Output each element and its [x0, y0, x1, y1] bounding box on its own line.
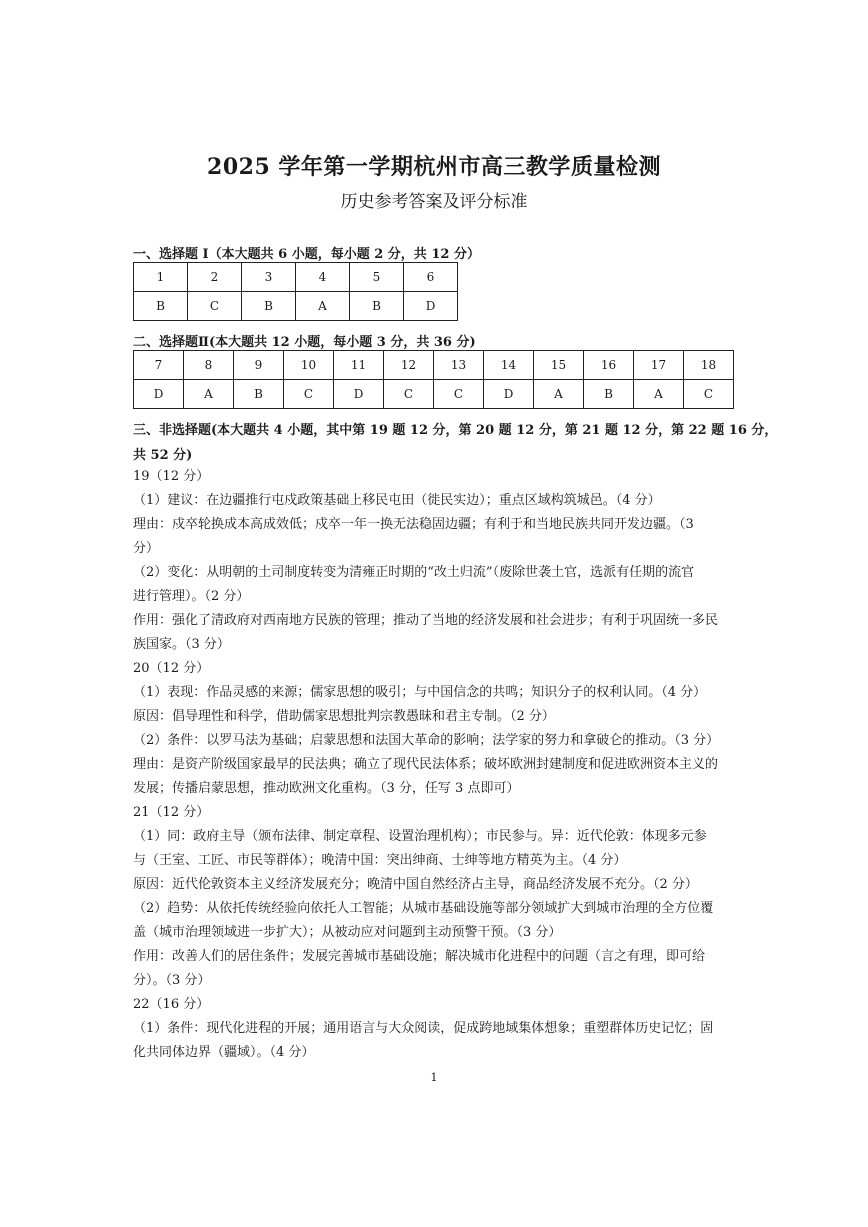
answer-line: 分） — [133, 541, 160, 556]
question-number-cell: 7 — [134, 351, 184, 380]
answer-cell: B — [584, 380, 634, 409]
answer-line: 理由：是资产阶级国家最早的民法典；确立了现代民法体系；破坏欧洲封建制度和促进欧洲资本主义的 — [133, 757, 719, 772]
answer-line: （1）建议：在边疆推行屯戍政策基础上移民屯田（徙民实边）；重点区域构筑城邑。（4 分） — [133, 493, 661, 508]
table-row — [134, 380, 734, 409]
answer-line: 族国家。（3 分） — [133, 637, 230, 652]
question-number-cell: 5 — [350, 263, 404, 292]
answer-cell: B — [134, 292, 188, 321]
answer-line: 化共同体边界（疆域）。（4 分） — [133, 1045, 315, 1060]
table-row — [134, 292, 458, 321]
question-number-cell: 12 — [384, 351, 434, 380]
question-number-cell: 8 — [184, 351, 234, 380]
answer-line: 20（12 分） — [133, 661, 210, 676]
answer-line: 19（12 分） — [133, 469, 210, 484]
answer-line: 分）。（3 分） — [133, 973, 211, 988]
question-number-cell: 1 — [134, 263, 188, 292]
answer-cell: C — [684, 380, 734, 409]
question-number-cell: 18 — [684, 351, 734, 380]
answer-cell: D — [334, 380, 384, 409]
answer-cell: B — [234, 380, 284, 409]
question-number-cell: 14 — [484, 351, 534, 380]
answer-line: （1）同：政府主导（颁布法律、制定章程、设置治理机构）；市民参与。异：近代伦敦：体现多元参 — [133, 829, 707, 844]
answer-line: （2）趋势：从依托传统经验向依托人工智能；从城市基础设施等部分领域扩大到城市治理的全方位覆 — [133, 901, 714, 916]
question-number-cell: 17 — [634, 351, 684, 380]
section2-answer-table — [133, 350, 734, 409]
table-row — [134, 263, 458, 292]
answer-line: 理由：戍卒轮换成本高成效低；戍卒一年一换无法稳固边疆；有利于和当地民族共同开发边疆。（3 — [133, 517, 694, 532]
answer-cell: D — [404, 292, 458, 321]
answer-cell: A — [184, 380, 234, 409]
answer-cell: A — [296, 292, 350, 321]
section3-heading-line2: 共 52 分) — [133, 448, 193, 463]
question-number-cell: 3 — [242, 263, 296, 292]
answer-line: （2）变化：从明朝的土司制度转变为清雍正时期的“改土归流”（废除世袭土官，选派有任期的流官 — [133, 565, 695, 580]
answer-line: 发展；传播启蒙思想，推动欧洲文化重构。（3 分，任写 3 点即可） — [133, 781, 520, 796]
question-number-cell: 13 — [434, 351, 484, 380]
answer-line: 与（王室、工匠、市民等群体）；晚清中国：突出绅商、士绅等地方精英为主。（4 分） — [133, 853, 627, 868]
answer-cell: B — [350, 292, 404, 321]
question-number-cell: 11 — [334, 351, 384, 380]
answer-cell: D — [484, 380, 534, 409]
answer-line: 盖（城市治理领域进一步扩大）；从被动应对问题到主动预警干预。（3 分） — [133, 925, 562, 940]
answer-cell: C — [384, 380, 434, 409]
answer-cell: C — [284, 380, 334, 409]
answer-line: （2）条件：以罗马法为基础；启蒙思想和法国大革命的影响；法学家的努力和拿破仑的推动。（3 分） — [133, 733, 720, 748]
question-number-cell: 16 — [584, 351, 634, 380]
answer-cell: A — [634, 380, 684, 409]
answer-line: （1）条件：现代化进程的开展；通用语言与大众阅读，促成跨地域集体想象；重塑群体历史记忆；固 — [133, 1021, 714, 1036]
question-number-cell: 15 — [534, 351, 584, 380]
answer-line: 作用：强化了清政府对西南地方民族的管理；推动了当地的经济发展和社会进步；有利于巩固统一多民 — [133, 613, 719, 628]
question-number-cell: 4 — [296, 263, 350, 292]
document-subtitle: 历史参考答案及评分标准 — [340, 192, 528, 212]
page-number: 1 — [430, 1071, 438, 1084]
answer-line: 作用：改善人们的居住条件；发展完善城市基础设施；解决城市化进程中的问题（言之有理，即可给 — [133, 949, 706, 964]
answer-line: （1）表现：作品灵感的来源；儒家思想的吸引；与中国信念的共鸣；知识分子的权利认同。（4 分） — [133, 685, 707, 700]
answer-line: 22（16 分） — [133, 997, 210, 1012]
question-number-cell: 9 — [234, 351, 284, 380]
document-title: 2025 学年第一学期杭州市高三教学质量检测 — [207, 154, 661, 180]
answer-line: 原因：倡导理性和科学，借助儒家思想批判宗教愚昧和君主专制。（2 分） — [133, 709, 555, 724]
table-row — [134, 351, 734, 380]
section3-heading-line1: 三、非选择题(本大题共 4 小题，其中第 19 题 12 分，第 20 题 12 分，第 21 题 12 分，第 22 题 16 分， — [133, 423, 778, 438]
answer-cell: C — [188, 292, 242, 321]
question-number-cell: 2 — [188, 263, 242, 292]
answer-cell: B — [242, 292, 296, 321]
section1-answer-table — [133, 262, 458, 321]
question-number-cell: 10 — [284, 351, 334, 380]
answer-line: 原因：近代伦敦资本主义经济发展充分；晚清中国自然经济占主导，商品经济发展不充分。（2 分） — [133, 877, 698, 892]
answer-line: 21（12 分） — [133, 805, 210, 820]
question-number-cell: 6 — [404, 263, 458, 292]
answer-cell: C — [434, 380, 484, 409]
answer-cell: A — [534, 380, 584, 409]
answer-cell: D — [134, 380, 184, 409]
answer-line: 进行管理）。（2 分） — [133, 589, 250, 604]
section2-heading: 二、选择题Ⅱ(本大题共 12 小题，每小题 3 分，共 36 分) — [133, 335, 476, 350]
section1-heading: 一、选择题 I（本大题共 6 小题，每小题 2 分，共 12 分） — [133, 247, 480, 262]
